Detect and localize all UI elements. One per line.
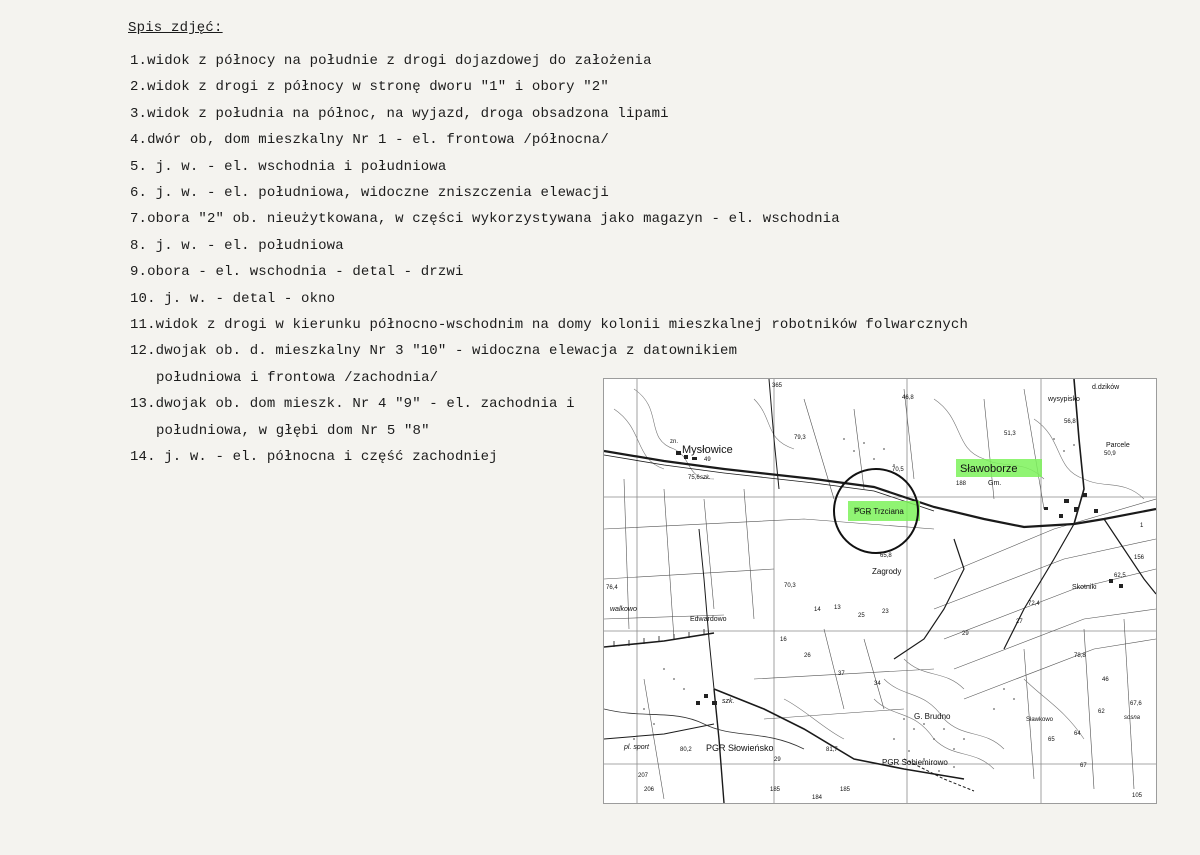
- spot-height: 81,7: [826, 747, 838, 753]
- spot-height: 46,8: [902, 395, 914, 401]
- spot-height: 29: [962, 631, 969, 637]
- list-item: 3.widok z południa na północ, na wyjazd, droga obsadzona lipami: [130, 105, 669, 122]
- spot-height: 207: [638, 773, 649, 779]
- spot-height: 78,8: [1074, 653, 1086, 659]
- spot-height: 72,4: [1028, 601, 1040, 607]
- label-edwardowo: Edwardowo: [690, 616, 727, 623]
- list-item: 12.dwojak ob. d. mieszkalny Nr 3 "10" - widoczna elewacja z datownikiem południowa i frontowa /zachodnia/: [130, 338, 968, 391]
- photo-list-heading: Spis zdjęć:: [128, 20, 223, 36]
- spot-height: 67,6: [1130, 701, 1142, 707]
- spot-height: 51,3: [1004, 431, 1016, 437]
- spot-height: 62: [1098, 709, 1105, 715]
- label-d-dzikow: d.dzików: [1092, 384, 1120, 391]
- buildings: [676, 451, 1123, 705]
- spot-height: 185: [770, 787, 781, 793]
- list-item: 5. j. w. - el. wschodnia i południowa: [130, 158, 447, 175]
- spot-height: 23: [882, 609, 889, 615]
- spot-height: 49: [704, 457, 711, 463]
- spot-height: 13: [834, 605, 841, 611]
- list-item: 7.obora "2" ob. nieużytkowana, w części wykorzystywana jako magazyn - el. wschodnia: [130, 211, 840, 228]
- label-pgr-trzciana: PGR Trzciana: [854, 507, 904, 516]
- spot-height: 50,9: [1104, 451, 1116, 457]
- spot-height: 365: [772, 383, 783, 389]
- list-item: 8. j. w. - el. południowa: [130, 237, 344, 254]
- spot-height: 156: [1134, 555, 1145, 561]
- list-item: 6. j. w. - el. południowa, widoczne zniszczenia elewacji: [130, 185, 609, 202]
- map-place-names: [610, 384, 1141, 767]
- roads: [604, 379, 1156, 803]
- label-walkowo: walkowo: [610, 606, 637, 613]
- spot-height: 65: [1048, 737, 1055, 743]
- map-grid: [604, 379, 1156, 803]
- spot-height: 75,6: [688, 475, 700, 481]
- label-g-brudno: G. Brudno: [914, 712, 951, 721]
- spot-height: 56,8: [1064, 419, 1076, 425]
- list-item: 1.widok z północy na południe z drogi dojazdowej do założenia: [130, 53, 652, 69]
- spot-height: 1: [1140, 523, 1144, 529]
- spot-height: 27: [1016, 619, 1023, 625]
- spot-height: 79,3: [794, 435, 806, 441]
- spot-height: 37: [838, 671, 845, 677]
- label-szk: szk.: [722, 698, 735, 705]
- label-myslowice: Mysłowice: [682, 444, 733, 456]
- spot-height: 65,8: [880, 553, 892, 559]
- label-pgr-sobiemirowo: PGR Sobiemirowo: [882, 758, 948, 767]
- spot-height: 185: [840, 787, 851, 793]
- label-wysypisko: wysypisko: [1048, 396, 1080, 403]
- spot-height: 34: [874, 681, 881, 687]
- label-pl-sport: pl. sport: [624, 744, 649, 751]
- railway: [604, 629, 714, 647]
- label-zagrody: Zagrody: [872, 567, 902, 576]
- label-pgr-slowiensko: PGR Słowieńsko: [706, 743, 774, 753]
- spot-height: 16: [780, 637, 787, 643]
- label-gm: Gm.: [988, 480, 1002, 487]
- spot-height: 70,3: [784, 583, 796, 589]
- label-szk-2: szk.: [700, 475, 711, 481]
- list-item-continuation: południowa, w głębi dom Nr 5 "8": [156, 422, 430, 439]
- spot-height: 188: [956, 481, 967, 487]
- spot-height: 62,5: [1114, 573, 1126, 579]
- spot-height: 70,5: [892, 467, 904, 473]
- map-drawing: [604, 379, 1156, 803]
- spot-height: 14: [814, 607, 821, 613]
- spot-height: 25: [858, 613, 865, 619]
- spot-height: 26: [804, 653, 811, 659]
- label-slawkowo: Sławkowo: [1026, 717, 1054, 723]
- spot-height: 46: [1102, 677, 1109, 683]
- spot-height: 184: [812, 795, 823, 801]
- label-parcele: Parcele: [1106, 442, 1130, 449]
- list-item: 4.dwór ob, dom mieszkalny Nr 1 - el. frontowa /północna/: [130, 132, 609, 149]
- spot-height: 80,2: [680, 747, 692, 753]
- list-item: 9.obora - el. wschodnia - detal - drzwi: [130, 264, 464, 281]
- spot-height: 64: [1074, 731, 1081, 737]
- spot-height: 67: [1080, 763, 1087, 769]
- label-zn: zn.: [670, 439, 679, 445]
- spot-height: 206: [644, 787, 655, 793]
- label-skotniki: Skotniki: [1072, 584, 1097, 591]
- list-item: 2.widok z drogi z północy w stronę dworu "1" i obory "2": [130, 79, 609, 96]
- spot-height: 105: [1132, 793, 1143, 799]
- list-item: 14. j. w. - el. północna i część zachodniej: [130, 449, 498, 466]
- spot-height: 29: [774, 757, 781, 763]
- label-slawoborze: Sławoborze: [960, 463, 1018, 475]
- list-item: 13.dwojak ob. dom mieszk. Nr 4 "9" - el. zachodnia i południowa, w głębi dom Nr 5 "8": [130, 391, 968, 444]
- label-sosna: sosna: [1124, 715, 1141, 721]
- spot-height: 76,4: [606, 585, 618, 591]
- list-item: 11.widok z drogi w kierunku północno-wschodnim na domy kolonii mieszkalnej robotników folwarcznych: [130, 317, 969, 334]
- list-item: 10. j. w. - detal - okno: [130, 290, 336, 307]
- list-item-continuation: południowa i frontowa /zachodnia/: [156, 369, 439, 386]
- location-map: [603, 378, 1157, 804]
